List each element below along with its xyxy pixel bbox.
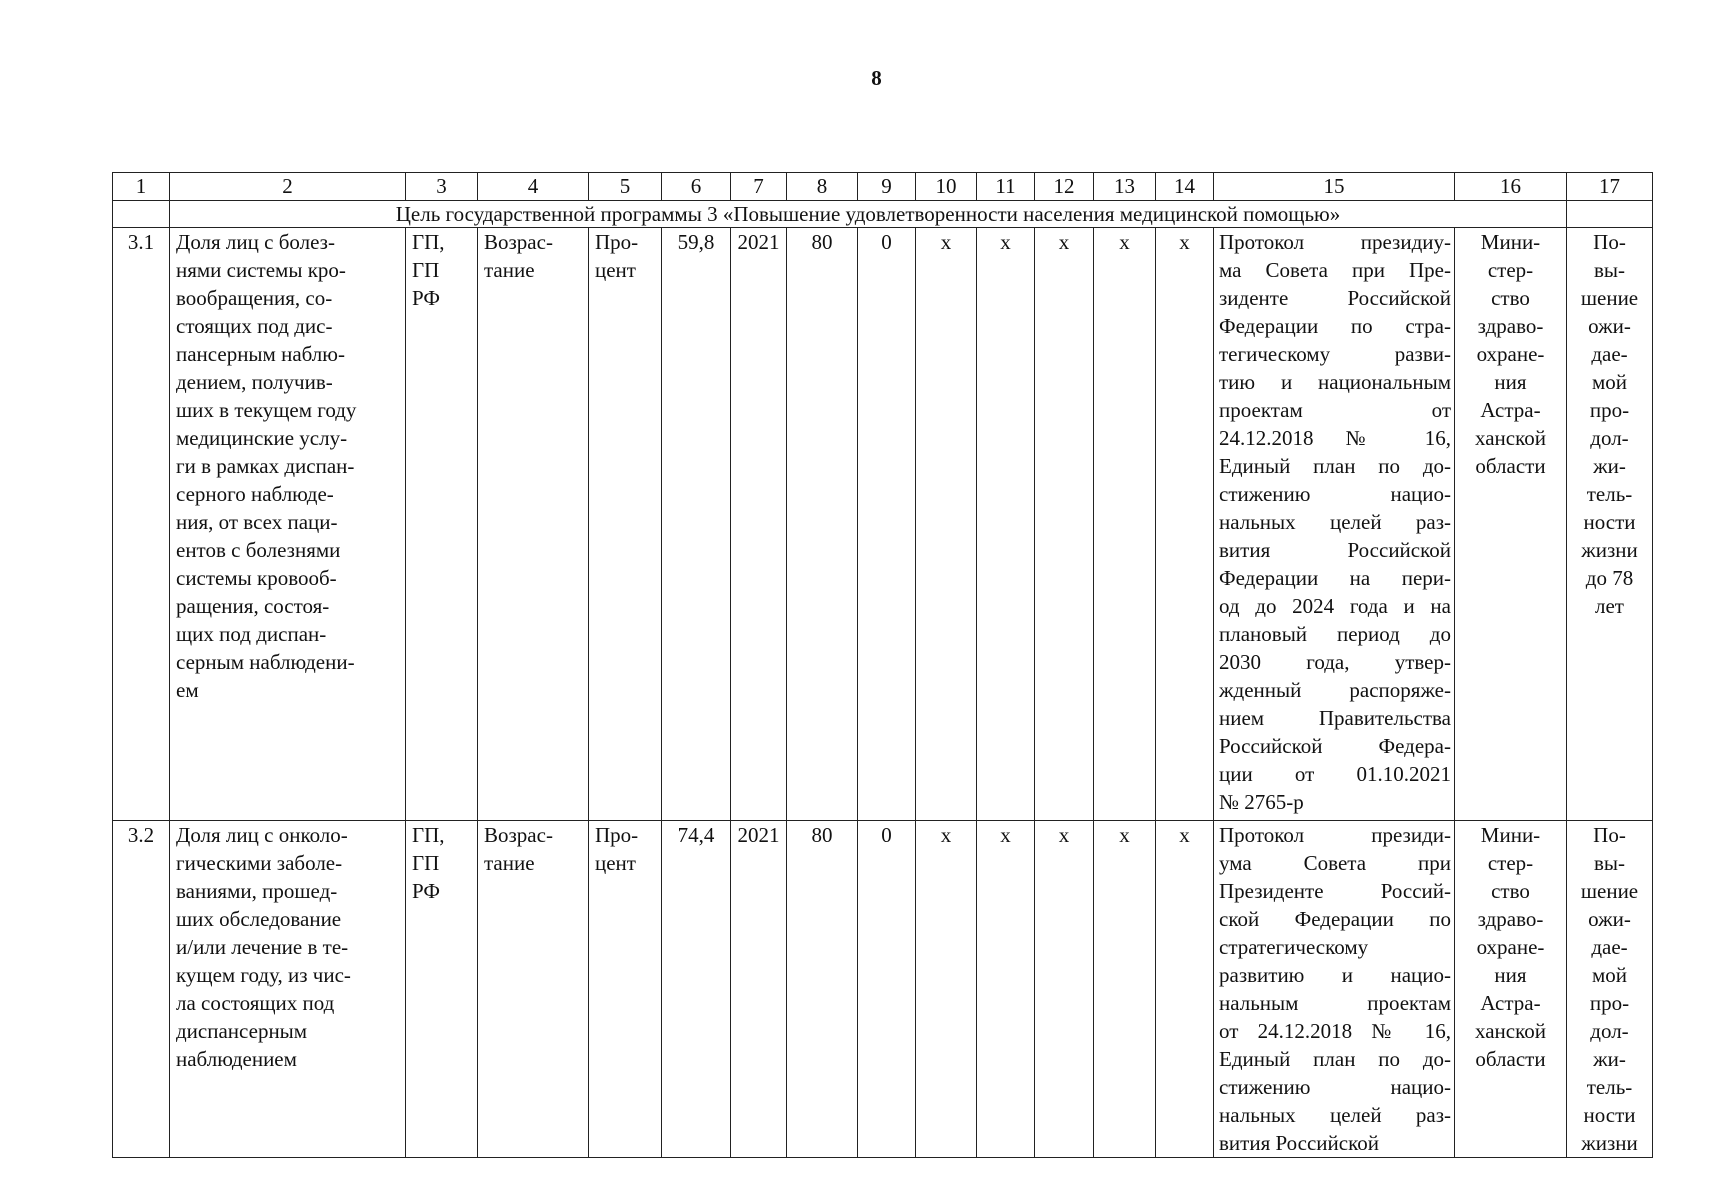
- value-col-9: 0: [858, 821, 916, 1158]
- base-value: 59,8: [662, 228, 731, 821]
- responsible-body-line: области: [1475, 454, 1546, 478]
- source-document-line: развитию и нацио-: [1219, 963, 1451, 987]
- source-document-line: ции от 01.10.2021: [1219, 762, 1451, 786]
- responsible-body-line: ханской: [1475, 1019, 1546, 1043]
- source-document-line: тию и национальным: [1219, 370, 1451, 394]
- source-document-line: Федерации по стра-: [1219, 314, 1451, 338]
- value-c12: x: [1035, 821, 1094, 1158]
- indicator-name-line: системы кровооб-: [176, 566, 337, 590]
- goal-row: [113, 201, 1653, 228]
- responsible-body-line: ния: [1494, 370, 1527, 394]
- source-document: [1214, 228, 1455, 821]
- linked-goal-line: мой: [1591, 370, 1628, 394]
- indicator-name-line: ваниями, прошед-: [176, 879, 338, 903]
- source-document-line: жденный распоряже-: [1219, 678, 1451, 702]
- indicator-name-line: наблюдением: [176, 1047, 297, 1071]
- source-document-line: 24.12.2018 № 16,: [1219, 426, 1451, 450]
- value-c14: x: [1156, 821, 1214, 1158]
- responsible-body-line: здраво-: [1477, 907, 1544, 931]
- source-document-line: стратегическому: [1219, 935, 1369, 959]
- indicator-name-line: нями системы кро-: [176, 258, 346, 282]
- indicator-name-line: кущем году, из чис-: [176, 963, 351, 987]
- value-c13: x: [1094, 821, 1156, 1158]
- indicator-level-line: ГП: [412, 258, 440, 282]
- linked-goal-line: дае-: [1591, 342, 1628, 366]
- responsible-body: [1455, 821, 1567, 1158]
- source-document-line: плановый период до: [1219, 622, 1451, 646]
- indicator-unit: [589, 228, 662, 821]
- value-c10: x: [916, 228, 977, 821]
- linked-goal: [1567, 821, 1653, 1158]
- base-year: 2021: [731, 228, 787, 821]
- linked-goal-line: дае-: [1591, 935, 1628, 959]
- source-document-line: стижению нацио-: [1219, 482, 1451, 506]
- indicator-name: [170, 228, 406, 821]
- indicator-level-line: ГП,: [412, 230, 445, 254]
- linked-goal-line: лет: [1595, 594, 1624, 618]
- source-document-line: од до 2024 года и на: [1219, 594, 1451, 618]
- source-document-line: ума Совета при: [1219, 851, 1451, 875]
- source-document-line: зиденте Российской: [1219, 286, 1451, 310]
- indicator-name-line: ла состоящих под: [176, 991, 335, 1015]
- column-number-12: 12: [1035, 173, 1094, 201]
- responsible-body-line: области: [1475, 1047, 1546, 1071]
- responsible-body-line: ханской: [1475, 426, 1546, 450]
- indicator-name-line: ших обследование: [176, 907, 342, 931]
- responsible-body: [1455, 228, 1567, 821]
- source-document-line: стижению нацио-: [1219, 1075, 1451, 1099]
- indicator-row: [113, 821, 1653, 1158]
- linked-goal-line: жизни: [1581, 538, 1638, 562]
- indicator-level-line: ГП,: [412, 823, 445, 847]
- source-document-line: ма Совета при Пре-: [1219, 258, 1451, 282]
- column-number-16: 16: [1455, 173, 1567, 201]
- value-col-8: 80: [787, 821, 858, 1158]
- responsible-body-line: здраво-: [1477, 314, 1544, 338]
- indicator-unit-line: цент: [595, 258, 636, 282]
- indicator-name-line: ги в рамках диспан-: [176, 454, 355, 478]
- indicator-name-line: дением, получив-: [176, 370, 333, 394]
- indicator-unit-line: Про-: [595, 823, 639, 847]
- indicator-number: 3.1: [113, 228, 170, 821]
- linked-goal-line: дол-: [1590, 426, 1629, 450]
- linked-goal-line: про-: [1589, 398, 1630, 422]
- page-number: 8: [871, 66, 882, 90]
- indicator-unit-line: Про-: [595, 230, 639, 254]
- base-year: 2021: [731, 821, 787, 1158]
- indicator-name-line: ем: [176, 678, 199, 702]
- indicator-level: [406, 228, 478, 821]
- indicator-name-line: ния, от всех паци-: [176, 510, 338, 534]
- responsible-body-line: Мини-: [1480, 823, 1541, 847]
- indicator-name-line: гическими заболе-: [176, 851, 343, 875]
- column-number-13: 13: [1094, 173, 1156, 201]
- value-c11: x: [977, 228, 1035, 821]
- linked-goal-line: тель-: [1586, 482, 1633, 506]
- source-document-line: нальным проектам: [1219, 991, 1451, 1015]
- responsible-body-line: Астра-: [1480, 991, 1541, 1015]
- indicator-name-line: пансерным наблю-: [176, 342, 345, 366]
- source-document-line: № 2765-р: [1219, 790, 1304, 814]
- indicator-unit-line: цент: [595, 851, 636, 875]
- column-number-9: 9: [858, 173, 916, 201]
- indicator-name-line: стоящих под дис-: [176, 314, 333, 338]
- column-number-17: 17: [1567, 173, 1653, 201]
- source-document-line: нальных целей раз-: [1219, 1103, 1451, 1127]
- indicator-level: [406, 821, 478, 1158]
- indicator-trend-line: тание: [484, 258, 535, 282]
- responsible-body-line: ство: [1491, 286, 1530, 310]
- linked-goal-line: ности: [1583, 510, 1636, 534]
- linked-goal-line: ожи-: [1588, 907, 1631, 931]
- source-document-line: от 24.12.2018 № 16,: [1219, 1019, 1451, 1043]
- indicator-name-line: ращения, состоя-: [176, 594, 330, 618]
- value-c10: x: [916, 821, 977, 1158]
- column-number-11: 11: [977, 173, 1035, 201]
- linked-goal-line: ожи-: [1588, 314, 1631, 338]
- value-c13: x: [1094, 228, 1156, 821]
- responsible-body-line: Астра-: [1480, 398, 1541, 422]
- source-document-line: Протокол президиу-: [1219, 230, 1451, 254]
- column-number-8: 8: [787, 173, 858, 201]
- indicator-number: 3.2: [113, 821, 170, 1158]
- column-number-6: 6: [662, 173, 731, 201]
- linked-goal-line: По-: [1593, 823, 1626, 847]
- column-number-10: 10: [916, 173, 977, 201]
- linked-goal-line: до 78: [1585, 566, 1634, 590]
- responsible-body-line: ство: [1491, 879, 1530, 903]
- linked-goal-line: шение: [1580, 286, 1639, 310]
- value-c11: x: [977, 821, 1035, 1158]
- column-number-3: 3: [406, 173, 478, 201]
- indicator-name-line: диспансерным: [176, 1019, 308, 1043]
- linked-goal-line: жи-: [1593, 454, 1626, 478]
- source-document-line: Федерации на пери-: [1219, 566, 1451, 590]
- source-document-line: Единый план по до-: [1219, 1047, 1451, 1071]
- indicators-table: [112, 172, 1653, 1158]
- source-document-line: Президенте Россий-: [1219, 879, 1451, 903]
- linked-goal: [1567, 228, 1653, 821]
- column-number-7: 7: [731, 173, 787, 201]
- indicator-name-line: и/или лечение в те-: [176, 935, 349, 959]
- indicator-row: [113, 228, 1653, 821]
- responsible-body-line: ния: [1494, 963, 1527, 987]
- goal-title: Цель государственной программы 3 «Повышение удовлетворенности населения медицинской помощью»: [170, 201, 1567, 228]
- responsible-body-line: Мини-: [1480, 230, 1541, 254]
- linked-goal-line: По-: [1593, 230, 1626, 254]
- indicator-name-line: медицинские услу-: [176, 426, 348, 450]
- source-document-line: нием Правительства: [1219, 706, 1451, 730]
- base-value: 74,4: [662, 821, 731, 1158]
- source-document: [1214, 821, 1455, 1158]
- indicator-name-line: вообращения, со-: [176, 286, 333, 310]
- value-col-8: 80: [787, 228, 858, 821]
- indicator-name-line: Доля лиц с онколо-: [176, 823, 348, 847]
- indicator-name-line: Доля лиц с болез-: [176, 230, 335, 254]
- indicator-name-line: серного наблюде-: [176, 482, 334, 506]
- indicator-name-line: ших в текущем году: [176, 398, 357, 422]
- linked-goal-line: про-: [1589, 991, 1630, 1015]
- column-number-15: 15: [1214, 173, 1455, 201]
- indicator-trend-line: Возрас-: [484, 230, 553, 254]
- column-number-4: 4: [478, 173, 589, 201]
- source-document-line: Протокол президи-: [1219, 823, 1451, 847]
- linked-goal-line: вы-: [1593, 258, 1626, 282]
- goal-empty-cell-right: [1567, 201, 1653, 228]
- indicator-level-line: РФ: [412, 286, 440, 310]
- responsible-body-line: стер-: [1487, 258, 1534, 282]
- linked-goal-line: мой: [1591, 963, 1628, 987]
- linked-goal-line: вы-: [1593, 851, 1626, 875]
- indicator-trend: [478, 821, 589, 1158]
- source-document-line: проектам от: [1219, 398, 1451, 422]
- column-number-5: 5: [589, 173, 662, 201]
- indicator-name: [170, 821, 406, 1158]
- source-document-line: ской Федерации по: [1219, 907, 1451, 931]
- column-number-2: 2: [170, 173, 406, 201]
- source-document-line: Российской Федера-: [1219, 734, 1451, 758]
- indicator-name-line: ентов с болезнями: [176, 538, 341, 562]
- value-col-9: 0: [858, 228, 916, 821]
- indicator-name-line: серным наблюдени-: [176, 650, 355, 674]
- source-document-line: 2030 года, утвер-: [1219, 650, 1451, 674]
- responsible-body-line: охране-: [1476, 342, 1545, 366]
- indicator-level-line: РФ: [412, 879, 440, 903]
- linked-goal-line: ности: [1583, 1103, 1636, 1127]
- responsible-body-line: охране-: [1476, 935, 1545, 959]
- source-document-line: нальных целей раз-: [1219, 510, 1451, 534]
- goal-empty-cell: [113, 201, 170, 228]
- indicator-trend-line: Возрас-: [484, 823, 553, 847]
- source-document-line: вития Российской: [1219, 1131, 1379, 1155]
- value-c12: x: [1035, 228, 1094, 821]
- linked-goal-line: жизни: [1581, 1131, 1638, 1155]
- indicator-level-line: ГП: [412, 851, 440, 875]
- linked-goal-line: жи-: [1593, 1047, 1626, 1071]
- source-document-line: тегическому разви-: [1219, 342, 1451, 366]
- linked-goal-line: шение: [1580, 879, 1639, 903]
- indicator-unit: [589, 821, 662, 1158]
- column-number-14: 14: [1156, 173, 1214, 201]
- source-document-line: Единый план по до-: [1219, 454, 1451, 478]
- linked-goal-line: дол-: [1590, 1019, 1629, 1043]
- column-number-header-row: [113, 173, 1653, 201]
- linked-goal-line: тель-: [1586, 1075, 1633, 1099]
- source-document-line: вития Российской: [1219, 538, 1451, 562]
- responsible-body-line: стер-: [1487, 851, 1534, 875]
- indicator-trend-line: тание: [484, 851, 535, 875]
- value-c14: x: [1156, 228, 1214, 821]
- column-number-1: 1: [113, 173, 170, 201]
- indicator-trend: [478, 228, 589, 821]
- indicator-name-line: щих под диспан-: [176, 622, 327, 646]
